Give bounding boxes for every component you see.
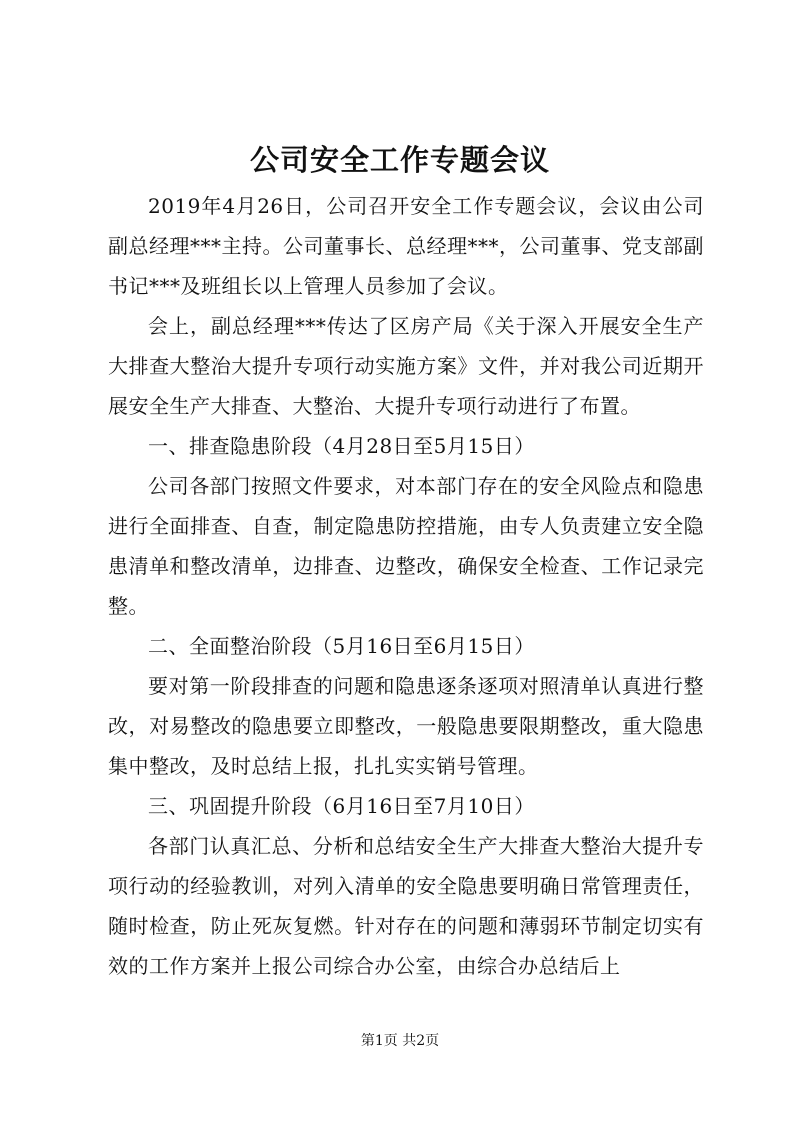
paragraph-rectification: 要对第一阶段排查的问题和隐患逐条逐项对照清单认真进行整改，对易整改的隐患要立即整改，一般隐患要限期整改，重大隐患集中整改，及时总结上报，扎扎实实销号管理。 (108, 674, 704, 778)
section-heading-rectification: 二、全面整治阶段（5月16日至6月15日） (148, 634, 535, 658)
paragraph-consolidation: 各部门认真汇总、分析和总结安全生产大排查大整治大提升专项行动的经验教训，对列入清单的安全隐患要明确日常管理责任，随时检查，防止死灰复燃。针对存在的问题和薄弱环节制定切实有效的工作方案并上报公司综合办公室，由综合办总结后上 (108, 834, 704, 978)
paragraph-meeting-content: 会上，副总经理***传达了区房产局《关于深入开展安全生产大排查大整治大提升专项行动实施方案》文件，并对我公司近期开展安全生产大排查、大整治、大提升专项行动进行了布置。 (108, 314, 704, 418)
page-footer: 第1页 共2页 (360, 1033, 440, 1049)
document-title: 公司安全工作专题会议 (249, 143, 550, 177)
section-heading-consolidation: 三、巩固提升阶段（6月16日至7月10日） (148, 794, 535, 818)
paragraph-meeting-intro: 2019年4月26日，公司召开安全工作专题会议，会议由公司副总经理***主持。公司董事长、总经理***，公司董事、党支部副书记***及班组长以上管理人员参加了会议。 (108, 194, 704, 298)
paragraph-investigation: 公司各部门按照文件要求，对本部门存在的安全风险点和隐患进行全面排查、自查，制定隐患防控措施，由专人负责建立安全隐患清单和整改清单，边排查、边整改，确保安全检查、工作记录完整。 (108, 474, 704, 618)
section-heading-investigation: 一、排查隐患阶段（4月28日至5月15日） (148, 434, 535, 458)
document-body (108, 186, 704, 986)
